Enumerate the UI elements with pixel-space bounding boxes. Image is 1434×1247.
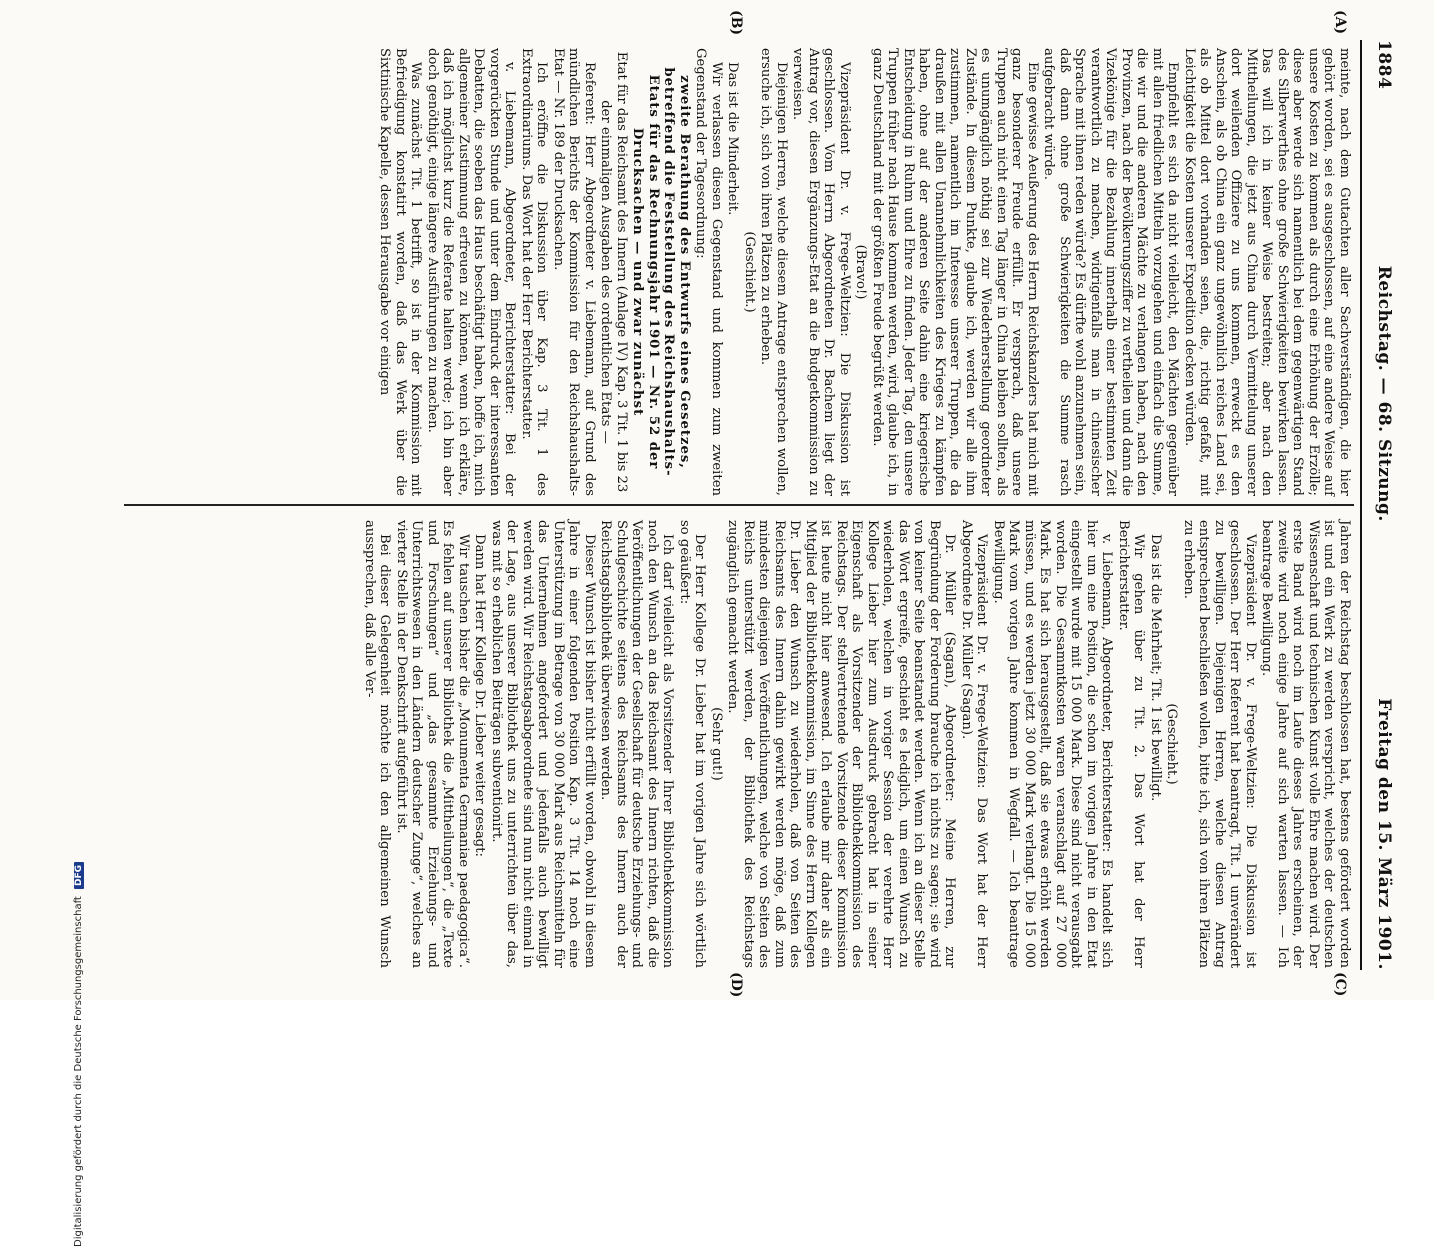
left-column — [376, 48, 1352, 496]
margin-marker-a: (A) — [1332, 10, 1348, 35]
paragraph: Dann hat Herr Kollege Dr. Lieber weiter gesagt: — [472, 534, 488, 857]
paragraph: Wir verlassen diesen Gegenstand und kommen zum zweiten Gegenstand der Tagesordnung: — [693, 48, 724, 496]
agenda-item: zweite Berathung des Entwurfs eines Gesetzes, betreffend die Feststellung des Reichshaushalts-Etats für das Rechnungsjahr 1901 — Nr. 52 der Drucksachen — und zwar zunächst — [630, 67, 692, 477]
paragraph: Vizepräsident Dr. v. Frege-Weltzien: Die Diskussion ist geschlossen. Der Herr Referent hat beantragt, Tit. 1 unverändert zu bewilligen. Diejenigen Herren, welche diesen Antrag entsprechend beschließen wollen, bitte ich, sich von ihren Plätzen zu erheben. — [1181, 520, 1258, 968]
interjection: (Geschieht.) — [742, 231, 757, 313]
paragraph: Jahren der Reichstag beschlossen hat, bestens gefördert worden ist und ein Werk zu werden verspricht, welches der deutschen Wissenschaft und technischen Kunst volle Ehre machen wird. Der erste Band wird noch im Laufe dieses Jahres erscheinen, der zweite wird noch einige Jahre auf sich warten lassen. — Ich beantrage Bewilligung. — [1259, 520, 1352, 968]
paragraph: Eine gewisse Aeußerung des Herrn Reichskanzlers hat mich mit ganz besonderer Freude erfüllt. Er versprach, daß unsere Truppen auch nicht einen Tag länger in China bleiben sollten, als es unumgänglich nöthig sei zur Wiederherstellung geordneter Zustände. In diesem Punkte, glaube ich, werden wir alle ihm zustimmen, namentlich im Interesse unserer Truppen, die da draußen mit allen Unannehmlichkeiten des Krieges zu kämpfen haben, ohne auf der anderen Seite dahin eine kriegerische Entscheidung in Ruhm und Ehre zu finden. Jeder Tag, den unsere Truppen früher nach Hause kommen werden, wird, glaube ich, in ganz Deutschland mit der größten Freude begrüßt werden. — [870, 48, 1040, 496]
paragraph: v. Liebemann, Abgeordneter, Berichterstatter: Bei der vorgerückten Stunde und unter dem Eindruck der interessanten Debatten, die soeben das Haus beschäftigt haben, hoffe ich, mich allgemeiner Zustimmung erfreuen zu können, wenn ich erkläre, daß ich möglichst kurz die Referate halten werde; ich bin aber doch genöthigt, einige längere Ausführungen zu machen. — [425, 48, 518, 496]
paragraph: meinte, nach dem Gutachten aller Sachverständigen, die hier gehört worden, sei es ausgeschlossen, auf eine andere Weise auf unsere Kosten zu kommen als durch eine Erhöhung der Erzölle; diese aber werde sich namentlich bei dem gegenwärtigen Stand des Silberwerthes ohne große Schwierigkeiten bewirken lassen. Das will ich in keiner Weise bestreiten; aber nach den Mittheilungen, die jetzt aus China durch Vermittelung unserer dort weilenden Offiziere zu uns kommen, erweckt es den Anschein, als ob China ein ganz ungewöhnlich reiches Land sei, als ob Mittel dort vorhanden seien, die, richtig gefaßt, mit Leichtigkeit die Kosten unserer Expedition decken würden. — [1182, 48, 1352, 496]
paragraph: Dieser Wunsch ist bisher nicht erfüllt worden, obwohl in diesem Jahre in einer folgenden Position Kap. 3 Tit. 14 noch eine Unterstützung im Betrage von 30 000 Mark aus Reichsmitteln für das Unternehmen angefordert und jedenfalls auch bewilligt werden wird. Wir Reichstagsabgeordnete sind nun nicht einmal in der Lage, aus unserer Bibliothek uns zu unterrichten über das, was mit so erheblichen Beiträgen subventionirt. — [489, 520, 597, 968]
header-date: Freitag den 15. März 1901. — [1374, 698, 1394, 970]
paragraph: Bei dieser Gelegenheit möchte ich den allgemeinen Wunsch aussprechen, daß alle Ver- — [362, 520, 393, 968]
quotation: Wir tauschen bisher die „Monumenta Germaniae paedagogica“. Es fehlen auf unserer Bibliothek die „Mittheilungen“, die „Texte und Forschungen“ und „das gesammte Erziehungs- und Unterrichtswesen in den Ländern deutscher Zunge“, welches an vierter Stelle in der Denkschrift aufgeführt ist. — [394, 520, 471, 968]
quotation: Ich darf vielleicht als Vorsitzender Ihrer Bibliothekkommission noch den Wunsch an das Reichsamt des Innern richten, daß die Veröffentlichungen der Gesellschaft für deutsche Erziehungs- und Schulgeschichte seitens des Reichsamts des Innern auch der Reichstagsbibliothek überwiesen werden. — [598, 520, 676, 968]
page-number: 1884 — [1374, 40, 1394, 90]
dfg-credit-text: Digitalisierung gefördert durch die Deutsche Forschungsgemeinschaft — [73, 896, 84, 1247]
paragraph: Vizepräsident Dr. v. Frege-Weltzien: Die Diskussion ist geschlossen. Vom Herrn Abgeordneten Dr. Bachem liegt der Antrag vor, diesen Ergänzungs-Etat an die Budgetkommission zu verweisen. — [790, 48, 852, 496]
right-column — [361, 520, 1353, 968]
paragraph: Diejenigen Herren, welche diesem Antrage entsprechen wollen, ersuche ich, sich von ihren Plätzen zu erheben. — [758, 48, 789, 496]
margin-marker-b: (B) — [728, 10, 744, 36]
page-header — [1367, 40, 1401, 970]
paragraph: Der Herr Kollege Dr. Lieber hat im vorigen Jahre sich wörtlich so geäußert: — [677, 520, 708, 968]
paragraph: Dr. Müller (Sagan), Abgeordneter: Meine Herren, zur Begründung der Forderung brauche ich nichts zu sagen; sie wird von keiner Seite beanstandet werden. Wenn ich an dieser Stelle das Wort ergreife, geschieht es lediglich, um einen Wunsch zu wiederholen, welchen in voriger Session der verehrte Herr Kollege Lieber hier zum Ausdruck gebracht hat in seiner Eigenschaft als Vorsitzender der Bibliothekkommission des Reichstags. Der stellvertretende Vorsitzende dieser Kommission ist heute nicht hier anwesend. Ich erlaube mir daher als ein Mitglied der Bibliothekkommission, im Sinne des Herrn Kollegen Dr. Lieber den Wunsch zu wiederholen, daß von Seiten des Reichsamts des Innern dahin gewirkt werden möge, daß zum mindesten diejenigen Veröffentlichungen, welche von Seiten des Reichs unterstützt werden, der Bibliothek des Reichstags zugänglich gemacht werden. — [725, 520, 958, 968]
dfg-logo: DFG — [74, 862, 84, 889]
paragraph: Das ist die Minderheit. — [725, 62, 741, 216]
header-title: Reichstag. — 68. Sitzung. — [1374, 265, 1394, 522]
paragraph: v. Liebemann, Abgeordneter, Berichterstatter: Es handelt sich hier um eine Position, die schon im vorigen Jahre in den Etat eingestellt wurde mit 15 000 Mark. Diese sind nicht verausgabt worden. Die Gesammtkosten waren veranschlagt auf 27 000 Mark. Es hat sich herausgestellt, daß sie etwas erhöht werden müssen, und es werden jetzt 30 000 Mark verlangt. Die 15 000 Mark vom vorigen Jahre kommen in Wegfall. — Ich beantrage Bewilligung. — [991, 520, 1115, 968]
interjection: (Bravo!) — [853, 244, 869, 300]
margin-marker-c: (C) — [1332, 972, 1348, 997]
paragraph: Das ist die Mehrheit; Tit. 1 ist bewilligt. — [1148, 534, 1163, 802]
margin-marker-d: (D) — [728, 972, 744, 998]
interjection: (Sehr gut!) — [709, 707, 724, 781]
interjection: (Geschieht.) — [1164, 703, 1180, 785]
paragraph: Vizepräsident Dr. v. Frege-Weltzien: Das Wort hat der Herr Abgeordnete Dr. Müller (Sagan). — [959, 520, 990, 968]
header-rule — [1360, 40, 1362, 970]
paragraph: Was zunächst Tit. 1 betrifft, so ist in der Kommission mit Befriedigung konstatirt worden, daß das Werk über die Sixtinische Kapelle, dessen Herausgabe vor einigen — [377, 48, 424, 496]
paragraph: Referent: Herr Abgeordneter v. Liebemann, auf Grund des mündlichen Berichts der Kommission für den Reichshaushalts-Etat — Nr. 189 der Drucksachen. — [551, 48, 597, 496]
agenda-item: Etat für das Reichsamt des Innern (Anlage IV) Kap. 3 Tit. 1 bis 23 der einmaligen Ausgaben des ordentlichen Etats — — [598, 51, 629, 493]
column-divider — [124, 504, 1354, 506]
paragraph: Wir gehen über zu Tit. 2. Das Wort hat der Herr Berichterstatter. — [1116, 520, 1147, 968]
paragraph: Ich eröffne die Diskussion über Kap. 3 Tit. 1 des Extraordinariums. Das Wort hat der Herr Berichterstatter. — [519, 48, 550, 496]
paragraph: Empfiehlt es sich da nicht vielleicht, den Mächten gegenüber mit allen friedlichen Mitteln vorzugehen und einfach die Summe, die wir und die anderen Mächte zu verlangen haben, nach den Provinzen, nach der Bevölkerungsziffer zu vertheilen und dann die Vizekönige für die Bezahlung innerhalb einer bestimmten Zeit verantwortlich zu machen, widrigenfalls man in chinesischer Sprache mit ihnen reden würde? Es dürfte wohl anzunehmen sein, daß dann ohne große Schwierigkeiten die Summe rasch aufgebracht würde. — [1041, 48, 1181, 496]
